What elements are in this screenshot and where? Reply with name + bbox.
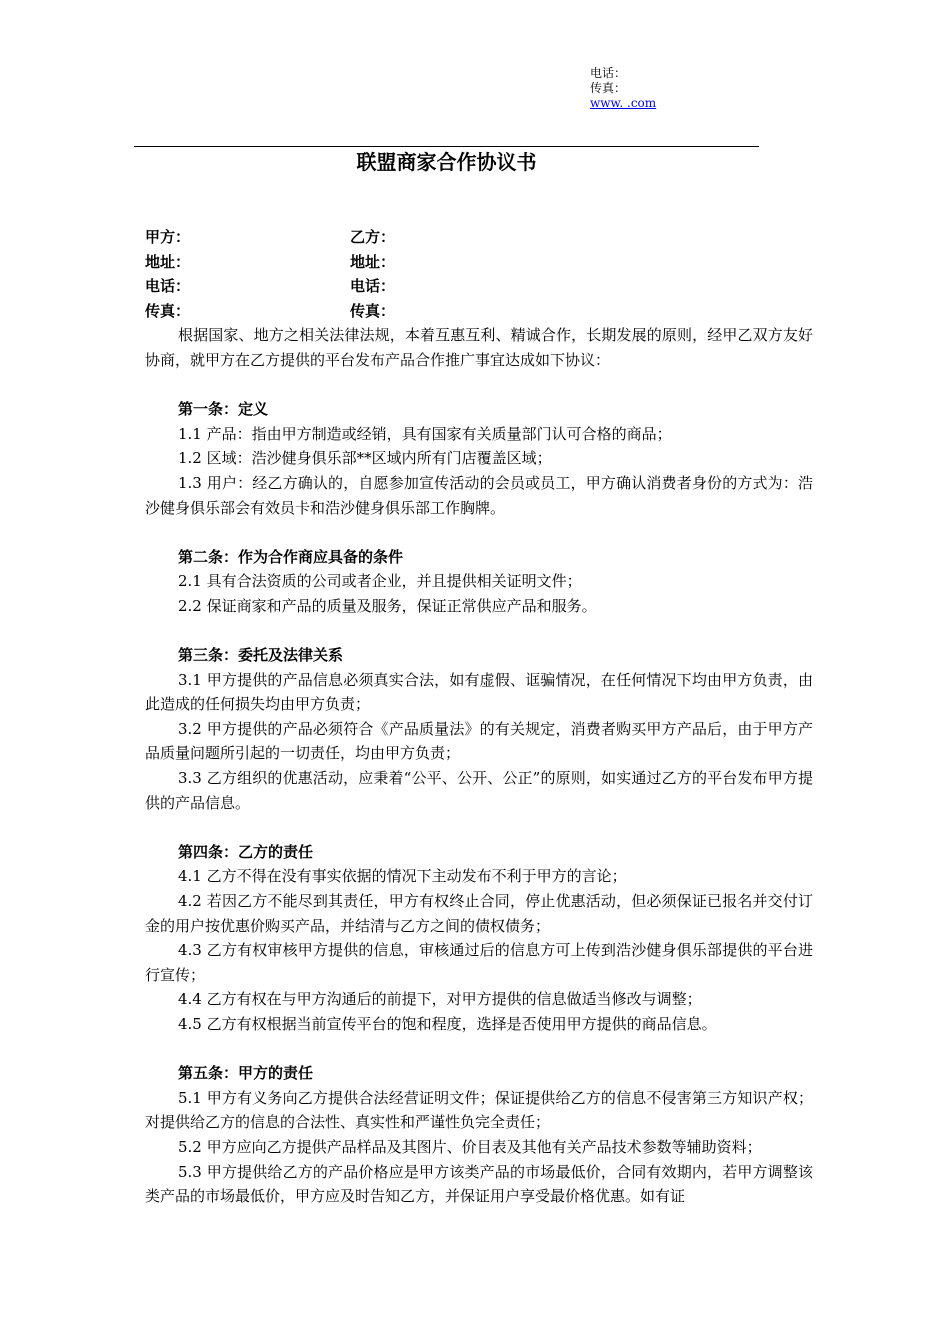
spacer bbox=[145, 619, 813, 644]
article-4-title: 第四条：乙方的责任 bbox=[178, 842, 314, 861]
spacer bbox=[145, 815, 813, 840]
spacer bbox=[145, 1037, 813, 1062]
article-5-title: 第五条：甲方的责任 bbox=[178, 1064, 314, 1083]
party-row bbox=[145, 250, 813, 275]
party-b-phone-label: 电话： bbox=[350, 277, 396, 296]
spacer bbox=[145, 373, 813, 398]
clause-2-1: 2.1 具有合法资质的公司或者企业，并且提供相关证明文件； bbox=[178, 572, 582, 591]
article-1-title: 第一条：定义 bbox=[178, 400, 269, 419]
clause-2-2: 2.2 保证商家和产品的质量及服务，保证正常供应产品和服务。 bbox=[178, 596, 597, 615]
party-b-address-label: 地址： bbox=[350, 252, 396, 271]
header-phone-label: 电话： bbox=[590, 66, 627, 80]
header-website-link[interactable]: www. .com bbox=[590, 96, 657, 110]
party-b-fax-label: 传真： bbox=[350, 301, 396, 320]
clause-3-1: 3.1 甲方提供的产品信息必须真实合法，如有虚假、诓骗情况，在任何情况下均由甲方负责，由此造成的任何损失均由甲方负责； bbox=[145, 670, 813, 714]
article-3-title: 第三条：委托及法律关系 bbox=[178, 646, 344, 665]
intro-paragraph: 根据国家、地方之相关法律法规，本着互惠互利、精诚合作，长期发展的原则，经甲乙双方友好协商，就甲方在乙方提供的平台发布产品合作推广事宜达成如下协议： bbox=[145, 326, 813, 369]
clause-4-5: 4.5 乙方有权根据当前宣传平台的饱和程度，选择是否使用甲方提供的商品信息。 bbox=[178, 1015, 717, 1033]
document-body bbox=[145, 225, 813, 1209]
document-title: 联盟商家合作协议书 bbox=[356, 150, 537, 174]
party-row bbox=[145, 274, 813, 299]
party-a-phone-label: 电话： bbox=[145, 277, 191, 296]
clause-4-1: 4.1 乙方不得在没有事实依据的情况下主动发布不利于甲方的言论； bbox=[178, 867, 627, 886]
clause-1-2: 1.2 区域：浩沙健身俱乐部**区域内所有门店覆盖区域； bbox=[178, 449, 552, 468]
article-2-title: 第二条：作为合作商应具备的条件 bbox=[178, 547, 404, 566]
party-a-fax-label: 传真： bbox=[145, 301, 191, 320]
parties-block bbox=[145, 225, 813, 323]
clause-4-2: 4.2 若因乙方不能尽到其责任，甲方有权终止合同，停止优惠活动，但必须保证已报名并交付订金的用户按优惠价购买产品，并结清与乙方之间的债权债务； bbox=[145, 892, 813, 935]
party-row bbox=[145, 299, 813, 324]
party-b-label: 乙方： bbox=[350, 228, 396, 246]
header-divider bbox=[134, 146, 759, 147]
party-a-label: 甲方： bbox=[145, 228, 191, 246]
header-fax-label: 传真： bbox=[590, 81, 627, 95]
clause-4-4: 4.4 乙方有权在与甲方沟通后的前提下，对甲方提供的信息做适当修改与调整； bbox=[178, 990, 702, 1009]
clause-3-3: 3.3 乙方组织的优惠活动，应秉着“公平、公开、公正”的原则，如实通过乙方的平台发布甲方提供的产品信息。 bbox=[145, 769, 813, 812]
header-contact-block bbox=[590, 66, 656, 111]
clause-1-1: 1.1 产品：指由甲方制造或经销，具有国家有关质量部门认可合格的商品； bbox=[178, 424, 672, 443]
party-row bbox=[145, 225, 813, 250]
party-a-address-label: 地址： bbox=[145, 252, 191, 271]
clause-3-2: 3.2 甲方提供的产品必须符合《产品质量法》的有关规定，消费者购买甲方产品后，由于甲方产品质量问题所引起的一切责任，均由甲方负责； bbox=[145, 719, 813, 763]
clause-5-2: 5.2 甲方应向乙方提供产品样品及其图片、价目表及其他有关产品技术参数等辅助资料； bbox=[178, 1137, 762, 1156]
spacer bbox=[145, 520, 813, 545]
clause-4-3: 4.3 乙方有权审核甲方提供的信息，审核通过后的信息方可上传到浩沙健身俱乐部提供的平台进行宣传； bbox=[145, 941, 813, 984]
clause-1-3: 1.3 用户：经乙方确认的，自愿参加宣传活动的会员或员工，甲方确认消费者身份的方式为：浩沙健身俱乐部会有效员卡和浩沙健身俱乐部工作胸牌。 bbox=[145, 473, 813, 517]
clause-5-1: 5.1 甲方有义务向乙方提供合法经营证明文件；保证提供给乙方的信息不侵害第三方知识产权；对提供给乙方的信息的合法性、真实性和严谨性负完全责任； bbox=[145, 1088, 813, 1132]
clause-5-3: 5.3 甲方提供给乙方的产品价格应是甲方该类产品的市场最低价，合同有效期内，若甲方调整该类产品的市场最低价，甲方应及时告知乙方，并保证用户享受最价格优惠。如有证 bbox=[145, 1162, 813, 1206]
